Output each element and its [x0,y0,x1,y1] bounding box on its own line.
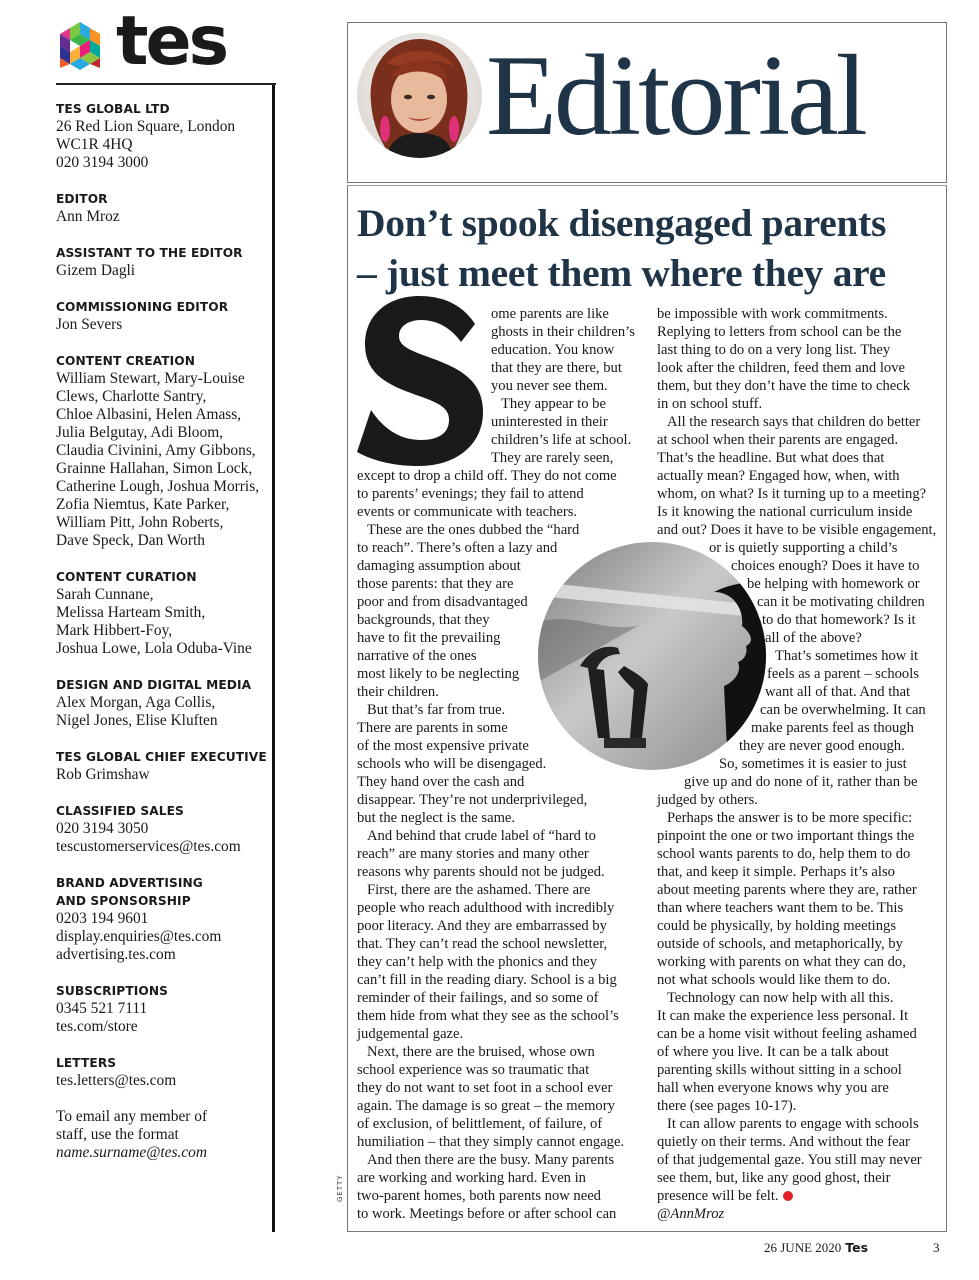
body-line [357,1043,639,1061]
body-line-text: reach” are many stories and many other [357,846,589,862]
body-line-text: Perhaps the answer is to be more specific: [667,810,913,826]
body-line-text: of where you live. It can be a talk about [657,1044,889,1060]
headline-line-2: – just meet them where they are [357,251,886,295]
body-line-text: they can’t help with the phonics and they [357,954,598,970]
body-line-text: hall when everyone knows why you are [657,1080,889,1096]
body-line [357,971,639,989]
body-line-text: to reach”. There’s often a lazy and [357,540,558,556]
body-line-text: or is quietly supporting a child’s [709,540,898,556]
masthead-contact-link[interactable]: advertising.tes.com [56,946,176,963]
body-line [657,935,942,953]
body-line-text: be impossible with work commitments. [657,306,888,322]
footer-brand: Tes [845,1240,869,1255]
masthead-line: Melissa Harteam Smith, [56,604,206,621]
masthead-contact-link[interactable]: display.enquiries@tes.com [56,928,222,945]
masthead-heading: TES GLOBAL LTD [56,102,170,116]
body-line-text: They are rarely seen, [491,450,614,466]
body-line [357,413,639,431]
body-line [357,1097,639,1115]
body-line-text: reasons why parents should not be judged. [357,864,605,880]
masthead-heading: AND SPONSORSHIP [56,894,191,908]
body-line [357,485,639,503]
masthead-line: Rob Grimshaw [56,766,150,783]
body-line-text: of that judgemental gaze. You still may never [657,1152,922,1168]
body-line [657,305,942,323]
body-line [357,1169,639,1187]
body-line-text: reminder of their failings, and so some of [357,990,599,1006]
body-line-text: First, there are the ashamed. There are [367,882,591,898]
body-line [357,935,639,953]
body-line-text: Replying to letters from school can be the [657,324,902,340]
masthead-contact-link[interactable]: tes.com/store [56,1018,138,1035]
body-line [657,1133,942,1151]
body-line-text: last thing to do on a very long list. They [657,342,891,358]
headline-line-1: Don’t spook disengaged parents [357,201,887,245]
body-line [657,341,942,359]
body-line-text: their children. [357,684,439,700]
body-line [657,377,942,395]
body-line [657,395,942,413]
body-line-text: you never see them. [491,378,608,394]
body-line [357,1025,639,1043]
body-line-text: Technology can now help with all this. [667,990,894,1006]
body-line-text: that they are there, but [491,360,622,376]
body-line-text: to work. Meetings before or after school can [357,1206,617,1222]
body-line [657,953,942,971]
body-line-text: could be physically, by holding meetings [657,918,897,934]
body-line-text: at school when their parents are engaged. [657,432,899,448]
email-note [56,1108,270,1162]
masthead-section [56,298,270,334]
body-line [357,899,639,917]
body-line [657,503,942,521]
masthead-section [56,100,270,172]
masthead-line: Dave Speck, Dan Worth [56,532,205,549]
body-line [657,449,942,467]
body-line-text: in on school stuff. [657,396,763,412]
body-line-text: can it be motivating children [757,594,925,610]
masthead-line: 020 3194 3050 [56,820,149,837]
body-line-text: That’s sometimes how it [775,648,919,664]
masthead-section [56,568,270,658]
body-line-text: them hide from what they see as the school’s [357,1008,619,1024]
body-line-text: have to fit the prevailing [357,630,501,646]
masthead-heading: TES GLOBAL CHIEF EXECUTIVE [56,750,267,764]
body-line [657,773,942,791]
masthead-line: Julia Belgutay, Adi Bloom, [56,424,224,441]
body-line [357,359,639,377]
body-line-text: of exclusion, of belittlement, of failure, of [357,1116,603,1132]
body-line-text: narrative of the ones [357,648,477,664]
body-line-text: there (see pages 10-17). [657,1098,797,1114]
body-line-text: see them, but, like any good ghost, their [657,1170,891,1186]
masthead-line: Mark Hibbert-Foy, [56,622,173,639]
editor-portrait-image [357,33,482,158]
body-line-text: So, sometimes it is easier to just [719,756,907,772]
body-line-text: that. They can’t read the school newsletter, [357,936,608,952]
body-line-text: that, and keep it simple. Perhaps it’s also [657,864,895,880]
body-line [657,845,942,863]
email-note-line: staff, use the format [56,1126,179,1143]
body-line-text: than where teachers want them to be. This [657,900,904,916]
body-line [357,845,639,863]
body-line [657,1115,942,1133]
body-line-text: them, but they don’t have the time to check [657,378,911,394]
masthead-line: Grainne Hallahan, Simon Lock, [56,460,253,477]
tes-logo [56,2,227,81]
body-line-text: to do that homework? Is it [762,612,916,628]
body-line [357,467,639,485]
end-mark-icon [783,1191,793,1201]
masthead-credits [56,100,270,1180]
body-line-text: but the neglect is the same. [357,810,516,826]
body-line-text: damaging assumption about [357,558,521,574]
body-line-text: two-parent homes, both parents now need [357,1188,601,1204]
body-line [357,323,639,341]
body-line-text: can be overwhelming. It can [760,702,926,718]
masthead-line: Gizem Dagli [56,262,136,279]
body-line [657,1097,942,1115]
body-line-text: to parents’ evenings; they fail to attend [357,486,584,502]
body-line-text: That’s the headline. But what does that [657,450,885,466]
body-line-text: actually mean? Engaged how, when, with [657,468,900,484]
body-line [357,431,639,449]
masthead-section [56,982,270,1036]
masthead-line: William Pitt, John Roberts, [56,514,224,531]
body-line-text: events or communicate with teachers. [357,504,578,520]
body-line [657,827,942,845]
body-line-text: backgrounds, that they [357,612,490,628]
masthead-heading: COMMISSIONING EDITOR [56,300,229,314]
body-line-text: feels as a parent – schools [767,666,919,682]
body-line-text: There are parents in some [357,720,508,736]
masthead-line: WC1R 4HQ [56,136,133,153]
body-line-text: give up and do none of it, rather than be [684,774,918,790]
body-line-text: These are the ones dubbed the “hard [367,522,580,538]
tes-logo-mark-icon [56,20,112,76]
article-headline [357,198,942,298]
masthead-heading: CONTENT CURATION [56,570,197,584]
masthead-section [56,352,270,550]
body-line-text: judged by others. [657,792,758,808]
body-line [357,953,639,971]
body-line-text: whom, on what? Is it turning up to a meeting? [657,486,927,502]
body-line-text: poor and from disadvantaged [357,594,528,610]
masthead-heading: CLASSIFIED SALES [56,804,184,818]
masthead-side-rule [272,85,275,1232]
masthead-line: Sarah Cunnane, [56,586,154,603]
body-line [357,503,639,521]
email-format: name.surname@tes.com [56,1144,207,1161]
body-line-text: choices enough? Does it have to [731,558,920,574]
body-line [357,989,639,1007]
body-line [657,1187,942,1205]
masthead-heading: CONTENT CREATION [56,354,196,368]
body-line-text: All the research says that children do better [667,414,921,430]
tes-logo-wordmark: tes [116,2,227,81]
masthead-section [56,190,270,226]
body-line-text: They hand over the cash and [357,774,525,790]
body-line-text: ghosts in their children’s [491,324,635,340]
body-line-text: school experience was so traumatic that [357,1062,590,1078]
body-line [357,449,639,467]
masthead-line: 0203 194 9601 [56,910,149,927]
masthead-line: Ann Mroz [56,208,120,225]
author-byline-link[interactable]: @AnnMroz [657,1206,725,1222]
body-line-text: about meeting parents where they are, rather [657,882,917,898]
masthead-contact-link[interactable]: tescustomerservices@tes.com [56,838,241,855]
masthead-line: Clews, Charlotte Santry, [56,388,207,405]
masthead-section [56,874,270,964]
body-line-text: not what schools would like them to do. [657,972,891,988]
body-line-text: can’t fill in the reading diary. School is a big [357,972,617,988]
body-line [657,899,942,917]
page-footer [764,1240,868,1256]
body-line-text: parenting skills without sitting in a school [657,1062,902,1078]
body-line [657,989,942,1007]
body-line [657,485,942,503]
body-line [657,1007,942,1025]
masthead-heading: BRAND ADVERTISING [56,876,203,890]
masthead-heading: LETTERS [56,1056,117,1070]
body-line-text: make parents feel as though [751,720,914,736]
masthead-line: Zofia Niemtus, Kate Parker, [56,496,230,513]
photo-credit: GETTY [336,1174,344,1202]
masthead-line: Joshua Lowe, Lola Oduba-Vine [56,640,252,657]
body-line-text: they are never good enough. [739,738,905,754]
body-line-text: quietly on their terms. And without the fear [657,1134,910,1150]
body-line [657,917,942,935]
masthead-top-rule [56,83,276,85]
body-line-text: And behind that crude label of “hard to [367,828,596,844]
body-line [357,1115,639,1133]
body-line-text: people who reach adulthood with incredibly [357,900,615,916]
body-line [357,791,639,809]
body-line [357,1007,639,1025]
masthead-line: Alex Morgan, Aga Collis, [56,694,216,711]
masthead-section [56,244,270,280]
masthead-line: Chloe Albasini, Helen Amass, [56,406,242,423]
body-line [357,395,639,413]
body-line [657,1079,942,1097]
body-line [657,1043,942,1061]
body-line-text: uninterested in their [491,414,608,430]
body-line-text: children’s life at school. [491,432,632,448]
body-line-text: and out? Does it have to be visible engagement, [657,522,937,538]
body-line-text: education. You know [491,342,615,358]
masthead-section [56,802,270,856]
body-line [657,467,942,485]
body-line [657,809,942,827]
body-line [357,809,639,827]
body-line [657,431,942,449]
body-line [657,1025,942,1043]
shadow-child-photo [538,542,766,770]
body-line-text: most likely to be neglecting [357,666,520,682]
body-line [357,1079,639,1097]
body-line [357,341,639,359]
body-line [357,881,639,899]
body-line [657,881,942,899]
body-line [357,1151,639,1169]
body-line-text: Next, there are the bruised, whose own [367,1044,595,1060]
issue-date: 26 JUNE 2020 [764,1240,842,1255]
masthead-section [56,676,270,730]
body-line-text: poor literacy. And they are embarrassed by [357,918,607,934]
body-line-text: schools who will be disengaged. [357,756,547,772]
body-line [357,827,639,845]
body-line [357,521,639,539]
body-line-text: working with parents on what they can do, [657,954,906,970]
masthead-line: Catherine Lough, Joshua Morris, [56,478,260,495]
body-line-text: disappear. They’re not underprivileged, [357,792,588,808]
masthead-heading: SUBSCRIPTIONS [56,984,169,998]
masthead-heading: ASSISTANT TO THE EDITOR [56,246,243,260]
body-line [657,323,942,341]
body-line [657,359,942,377]
body-line [357,1133,639,1151]
body-line-text: humiliation – that they simply cannot engage. [357,1134,625,1150]
body-line [357,917,639,935]
masthead-line: 26 Red Lion Square, London [56,118,236,135]
body-line-text: pinpoint the one or two important things the [657,828,915,844]
body-line [357,1061,639,1079]
body-line [657,791,942,809]
email-note-line: To email any member of [56,1108,208,1125]
masthead-line: 0345 521 7111 [56,1000,148,1017]
body-line [357,863,639,881]
masthead-line: Claudia Civinini, Amy Gibbons, [56,442,256,459]
body-line-text: look after the children, feed them and love [657,360,905,376]
body-line-text: want all of that. And that [765,684,911,700]
masthead-section [56,1054,270,1090]
body-line [657,1169,942,1187]
body-line-text: are working and working hard. Even in [357,1170,586,1186]
masthead-line: Jon Severs [56,316,123,333]
body-line-text: again. The damage is so great – the memory [357,1098,615,1114]
body-line-text: And then there are the busy. Many parents [367,1152,615,1168]
section-title: Editorial [486,32,865,160]
page-number: 3 [933,1240,940,1255]
body-line-text: It can allow parents to engage with schools [667,1116,919,1132]
body-line-text: Is it knowing the national curriculum inside [657,504,913,520]
body-line-text: school wants parents to do, help them to do [657,846,911,862]
masthead-line: William Stewart, Mary-Louise [56,370,245,387]
body-line [357,1187,639,1205]
body-line-text: judgemental gaze. [357,1026,464,1042]
body-line-text: all of the above? [765,630,862,646]
body-line-text: be helping with homework or [747,576,920,592]
body-line-text: they do not want to set foot in a school ever [357,1080,613,1096]
masthead-line: 020 3194 3000 [56,154,149,171]
body-line [357,1205,639,1223]
body-line-text: outside of schools, and metaphorically, by [657,936,903,952]
body-line-text: It can make the experience less personal. It [657,1008,909,1024]
masthead-contact-link[interactable]: tes.letters@tes.com [56,1072,177,1089]
body-line [657,413,942,431]
body-line-text: can be a home visit without feeling ashamed [657,1026,917,1042]
body-line [657,521,942,539]
body-line [357,773,639,791]
body-line-text: But that’s far from true. [367,702,506,718]
body-line-text: of the most expensive private [357,738,529,754]
masthead-line: Nigel Jones, Elise Kluften [56,712,218,729]
body-line-text: except to drop a child off. They do not come [357,468,617,484]
masthead-section [56,748,270,784]
masthead-heading: DESIGN AND DIGITAL MEDIA [56,678,252,692]
masthead-heading: EDITOR [56,192,108,206]
body-line-text: those parents: that they are [357,576,514,592]
body-line-text: ome parents are like [491,306,609,322]
body-line-text: presence will be felt. [657,1188,779,1204]
body-line [357,377,639,395]
body-line [657,971,942,989]
body-line-text: They appear to be [501,396,606,412]
body-line [657,1151,942,1169]
body-line [657,863,942,881]
body-line [357,305,639,323]
body-line [657,1061,942,1079]
